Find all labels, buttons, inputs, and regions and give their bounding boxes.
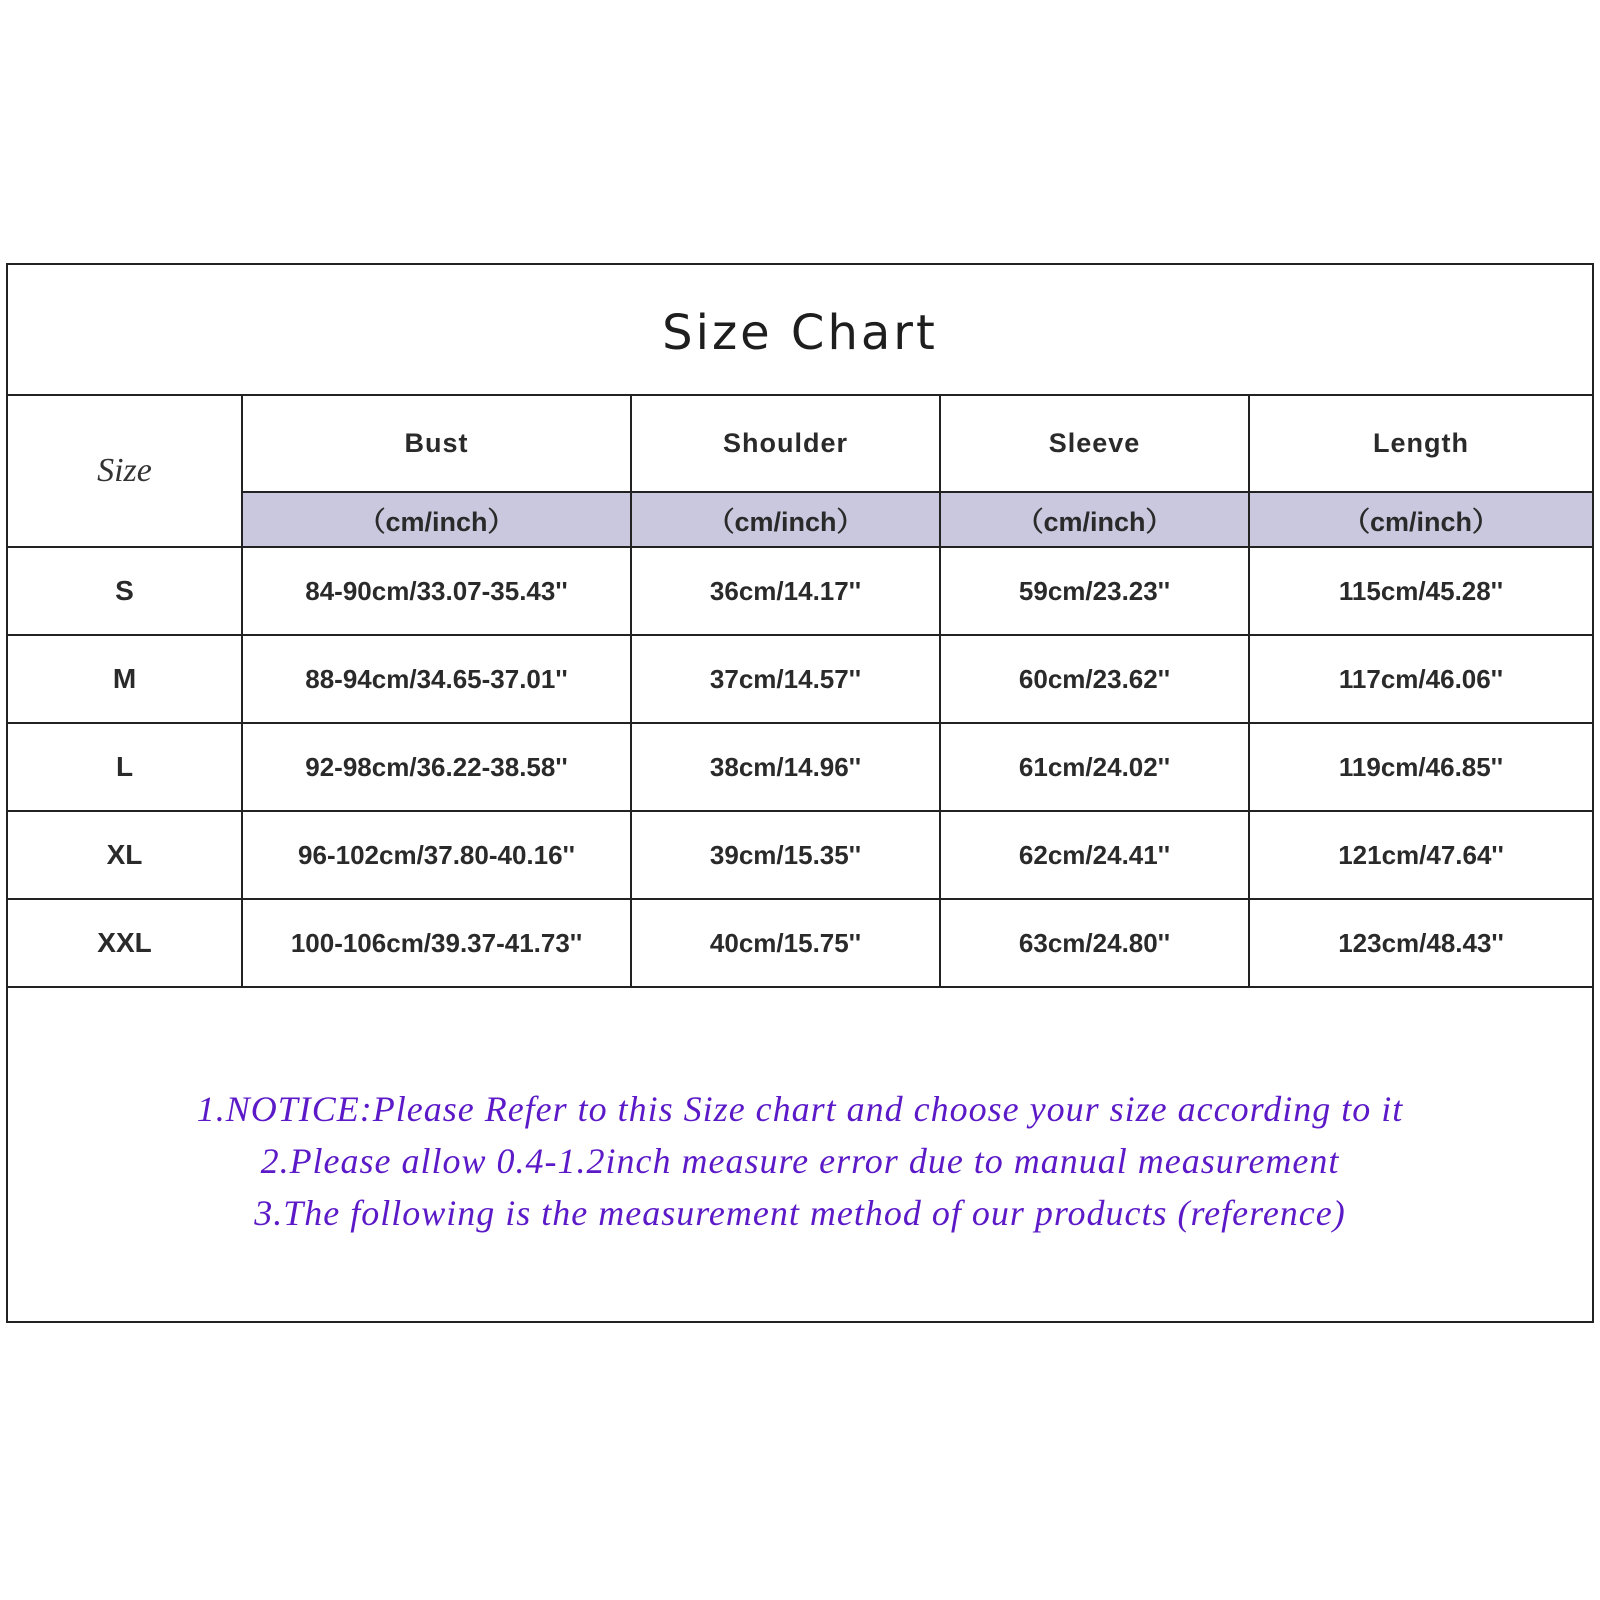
sleeve-cell: 59cm/23.23'' [940,547,1249,635]
column-header-sleeve: Sleeve [940,396,1249,492]
notice-line-2: 2.Please allow 0.4-1.2inch measure error due to manual measurement [260,1141,1340,1181]
unit-row [8,492,1592,547]
size-cell: S [8,547,242,635]
notes-block [8,1083,1592,1239]
shoulder-cell: 36cm/14.17'' [631,547,940,635]
sleeve-cell: 61cm/24.02'' [940,723,1249,811]
size-cell: M [8,635,242,723]
sleeve-cell: 60cm/23.62'' [940,635,1249,723]
bust-cell: 92-98cm/36.22-38.58'' [242,723,631,811]
size-cell: L [8,723,242,811]
column-header-length: Length [1249,396,1592,492]
table-row-xl [8,811,1592,899]
table-row-s [8,547,1592,635]
length-cell: 123cm/48.43'' [1249,899,1592,987]
length-cell: 119cm/46.85'' [1249,723,1592,811]
table-row-xxl [8,899,1592,987]
unit-label-shoulder: （cm/inch） [631,492,940,547]
size-cell: XXL [8,899,242,987]
size-column-header: Size [8,396,242,547]
shoulder-cell: 40cm/15.75'' [631,899,940,987]
column-header-shoulder: Shoulder [631,396,940,492]
unit-label-sleeve: （cm/inch） [940,492,1249,547]
title-bar [8,265,1592,396]
bust-cell: 96-102cm/37.80-40.16'' [242,811,631,899]
length-cell: 121cm/47.64'' [1249,811,1592,899]
sleeve-cell: 63cm/24.80'' [940,899,1249,987]
length-cell: 115cm/45.28'' [1249,547,1592,635]
bust-cell: 88-94cm/34.65-37.01'' [242,635,631,723]
column-header-bust: Bust [242,396,631,492]
unit-label-bust: （cm/inch） [242,492,631,547]
size-chart [6,263,1594,1323]
bust-cell: 100-106cm/39.37-41.73'' [242,899,631,987]
table-row-m [8,635,1592,723]
length-cell: 117cm/46.06'' [1249,635,1592,723]
notice-line-3: 3.The following is the measurement method of our products (reference) [254,1193,1346,1233]
sleeve-cell: 62cm/24.41'' [940,811,1249,899]
shoulder-cell: 38cm/14.96'' [631,723,940,811]
unit-label-length: （cm/inch） [1249,492,1592,547]
notice-line-1: 1.NOTICE:Please Refer to this Size chart and choose your size according to it [196,1089,1404,1129]
table-row-l [8,723,1592,811]
chart-title: Size Chart [662,304,938,361]
bust-cell: 84-90cm/33.07-35.43'' [242,547,631,635]
size-table [8,396,1592,988]
shoulder-cell: 37cm/14.57'' [631,635,940,723]
size-cell: XL [8,811,242,899]
header-row [8,396,1592,492]
shoulder-cell: 39cm/15.35'' [631,811,940,899]
